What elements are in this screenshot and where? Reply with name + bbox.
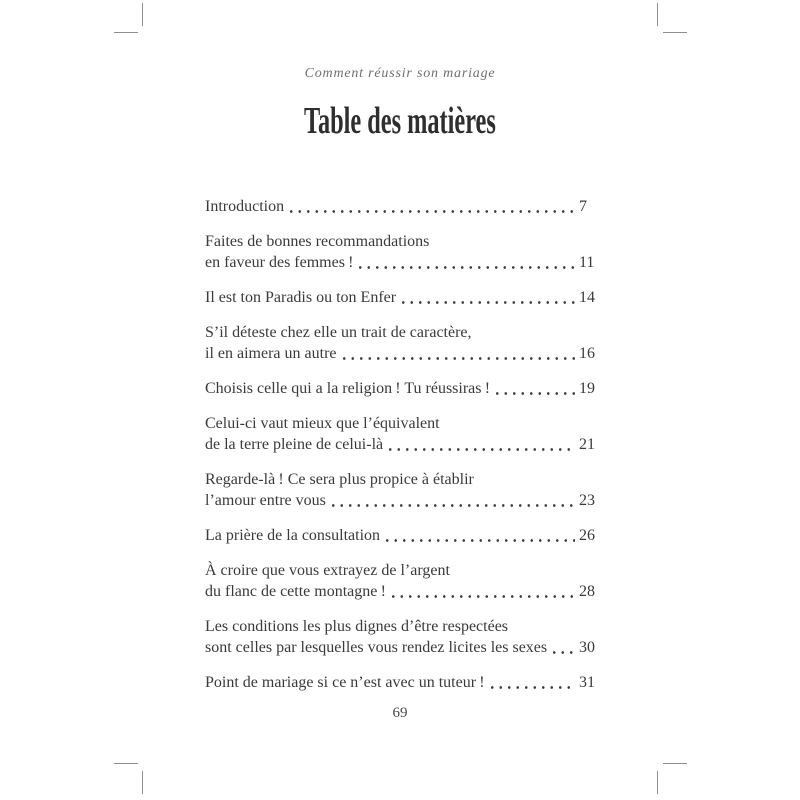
toc-entry-title: Introduction [205, 198, 285, 215]
crop-mark [142, 771, 143, 794]
dot-leader [356, 252, 575, 273]
toc-entry [205, 672, 595, 693]
crop-mark [663, 763, 687, 764]
running-header: Comment réussir son mariage [304, 66, 496, 81]
toc-entry-page: 31 [579, 674, 595, 691]
toc-entry-main-line [205, 343, 595, 364]
dot-leader [287, 196, 575, 217]
dot-leader [389, 581, 575, 602]
toc-entry [205, 378, 595, 399]
page-title-text: Table des matières [304, 100, 496, 142]
toc-entry-main-line [205, 252, 595, 273]
dot-leader [550, 637, 575, 658]
toc-entry-page: 23 [579, 492, 595, 509]
toc-entry-main-line [205, 581, 595, 602]
crop-mark [657, 771, 658, 794]
dot-leader [493, 378, 575, 399]
page-number: 69 [392, 705, 408, 721]
toc-entry-title: du flanc de cette montagne ! [205, 583, 386, 600]
toc-entry-title: de la terre pleine de celui-là [205, 436, 384, 453]
toc-entry [205, 287, 595, 308]
toc-entry-page: 16 [579, 345, 595, 362]
toc-entry-title: Point de mariage si ce n’est avec un tuteur ! [205, 674, 485, 691]
toc-entry-main-line [205, 196, 595, 217]
toc-entry [205, 525, 595, 546]
toc-entry-title: Il est ton Paradis ou ton Enfer [205, 289, 397, 306]
toc-entry-line: Regarde-là ! Ce sera plus propice à établir [205, 471, 474, 488]
toc-entry-title: La prière de la consultation [205, 527, 381, 544]
toc-entry-main-line [205, 287, 595, 308]
table-of-contents [205, 196, 595, 707]
toc-entry [205, 560, 595, 602]
toc-entry-page: 11 [579, 254, 595, 271]
toc-entry-page: 30 [579, 639, 595, 656]
dot-leader [399, 287, 575, 308]
toc-entry-main-line [205, 490, 595, 511]
toc-entry-page: 19 [579, 380, 595, 397]
toc-entry-page: 14 [579, 289, 595, 306]
toc-entry [205, 469, 595, 511]
toc-entry [205, 196, 595, 217]
dot-leader [488, 672, 575, 693]
dot-leader [386, 434, 575, 455]
toc-entry-title: l’amour entre vous [205, 492, 326, 509]
toc-entry-main-line [205, 434, 595, 455]
toc-entry [205, 616, 595, 658]
toc-entry-page: 28 [579, 583, 595, 600]
dot-leader [329, 490, 575, 511]
toc-entry-main-line [205, 525, 595, 546]
toc-entry-page: 7 [579, 198, 587, 215]
crop-mark [142, 3, 143, 26]
crop-mark [657, 3, 658, 26]
crop-mark [114, 763, 138, 764]
toc-entry-line: Celui-ci vaut mieux que l’équivalent [205, 415, 440, 432]
toc-entry-main-line [205, 378, 595, 399]
dot-leader [383, 525, 575, 546]
dot-leader [340, 343, 576, 364]
toc-entry-title: il en aimera un autre [205, 345, 337, 362]
toc-entry-page: 21 [579, 436, 595, 453]
toc-entry-page: 26 [579, 527, 595, 544]
toc-entry-line: S’il déteste chez elle un trait de caractère, [205, 324, 472, 341]
page-title [0, 101, 800, 141]
toc-entry [205, 413, 595, 455]
toc-entry-line: Faites de bonnes recommandations [205, 233, 430, 250]
toc-entry-title: en faveur des femmes ! [205, 254, 354, 271]
toc-entry-line: Les conditions les plus dignes d’être respectées [205, 618, 509, 635]
toc-entry-main-line [205, 637, 595, 658]
toc-entry-title: Choisis celle qui a la religion ! Tu réussiras ! [205, 380, 491, 397]
toc-entry-title: sont celles par lesquelles vous rendez licites les sexes [205, 639, 548, 656]
toc-entry [205, 231, 595, 273]
crop-mark [114, 32, 138, 33]
crop-mark [663, 32, 687, 33]
toc-entry [205, 322, 595, 364]
toc-entry-line: À croire que vous extrayez de l’argent [205, 562, 450, 579]
toc-entry-main-line [205, 672, 595, 693]
